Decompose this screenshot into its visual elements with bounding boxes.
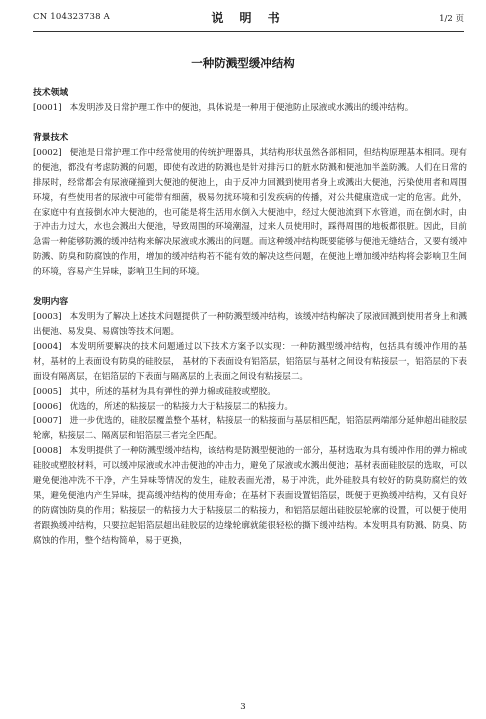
paragraph: [33, 385, 467, 400]
paragraph-text: 便池是日常护理工作中经常使用的传统护理器具，其结构形状虽然各部相同，但结构原理基本相同。现有的便池，都没有考虑防溅的问题，即使有改进的防溅也是针对排污口的脏水防溅和便池加半盖防溅。人们在日常的排尿时，经常都会有尿液碰撞到大便池的便池上，由于反冲力回溅到使用者身上或溅出大便池，污染使用者和周围环境，有些使用者的尿液中可能带有细菌，极易勿扰环境和引发疾病的传播，对公共健康造成一定的危害。此外，在家庭中有直接倒水冲大便池的，也可能是将生活用水倒入大便池中，经过大便池流到下水管道，而在倒水时，由于冲击力过大，水也会溅出大便池，导致周围的环境潮湿，过来人员使用时，踩得周围的地板都很脏。因此，目前急需一种能够防溅的缓冲结构来解决尿液或水溅出的问题。而这种缓冲结构既要能够与便池无缝结合，又要有缓冲防溅、防臭和防腐蚀的作用，增加的缓冲结构若不能有效的解决这些问题，在便池上增加缓冲结构将会影响卫生间的环境，容易产生异味，影响卫生间的环境。: [33, 147, 467, 278]
paragraph-number: [0004]: [33, 341, 62, 352]
document-type: 说 明 书: [211, 11, 286, 25]
page-number: 3: [240, 702, 246, 712]
paragraph-text: 本发明为了解决上述技术问题提供了一种防溅型缓冲结构，该缓冲结构解决了尿液回溅到使用者身上和溅出便池、易发臭、易腐蚀等技术问题。: [33, 312, 467, 337]
header-divider: [33, 31, 464, 32]
paragraph-text: 本发明提供了一种防溅型缓冲结构，该结构是防溅型便池的一部分，基材选取为具有缓冲作用的弹力棉或硅胶或塑胶材料，可以缓冲尿液或水冲击便池的冲击力，避免了尿液或水溅出便池；基材表面硅胶层的选取，可以避免便池冲洗不干净，产生异味等情况的发生，硅胶表面光滑，易于冲洗，此外硅胶具有较好的防臭防腐烂的效果，避免便池内产生异味，提高缓冲结构的使用寿命；在基材下表面设置铝箔层，既便于更换缓冲结构，又有良好的防腐蚀防臭的作用；粘接层一的粘接力大于粘接层二的粘接力，和铝箔层超出硅胶层轮廓的设置，可以便于使用者跟换缓冲结构，只要拉起铝箔层超出硅胶层的边缘轮廓就能很轻松的撕下缓冲结构。本发明具有防溅、防臭、防腐蚀的作用，整个结构简单，易于更换，: [33, 446, 467, 546]
document-number: CN 104323738 A: [33, 12, 110, 22]
paragraph-number: [0006]: [33, 401, 62, 412]
paragraph: [33, 146, 467, 280]
paragraph-number: [0003]: [33, 312, 62, 323]
document-title: 一种防溅型缓冲结构: [191, 56, 295, 70]
paragraph-number: [0002]: [33, 147, 62, 158]
paragraph: [33, 414, 467, 444]
paragraph-number: [0005]: [33, 386, 62, 397]
paragraph-text: 本发明涉及日常护理工作中的便池，具体说是一种用于便池防止尿液或水溅出的缓冲结构。: [69, 103, 414, 113]
paragraph: [33, 340, 467, 385]
page-indicator: 1/2 页: [439, 14, 464, 24]
paragraph-text: 其中，所述的基材为具有弹性的弹力棉或硅胶或塑胶。: [69, 386, 276, 397]
paragraph: [33, 310, 467, 340]
paragraph: [33, 444, 467, 548]
paragraph-number: [0001]: [33, 103, 62, 113]
section-heading-background: 背景技术: [33, 132, 69, 143]
page-header: [33, 9, 464, 29]
section-heading-summary: 发明内容: [33, 297, 69, 308]
paragraph-text: 进一步优选的，硅胶层覆盖整个基材，粘接层一的粘接面与基层相匹配，铝箔层两端部分延伸超出硅胶层轮廓，粘接层二、隔离层和铝箔层三者完全匹配。: [33, 416, 467, 442]
paragraph: [33, 400, 467, 415]
document-body: [33, 86, 467, 549]
paragraph-number: [0007]: [33, 416, 62, 427]
paragraph-text: 优选的，所述的粘接层一的粘接力大于粘接层二的粘接力。: [69, 401, 294, 412]
paragraph-number: [0008]: [33, 446, 62, 457]
paragraph-text: 本发明所要解决的技术问题通过以下技术方案予以实现：一种防溅型缓冲结构，包括具有缓冲作用的基材，基材的上表面设有防臭的硅胶层， 基材的下表面设有铝箔层，铝箔层与基材之间设有粘接层一，铝箔层的下表面设有隔离层，在铝箔层的下表面与隔离层的上表面之间设有粘接层二。: [33, 341, 467, 382]
paragraph: [33, 101, 467, 116]
section-heading-field: 技术领域: [33, 88, 69, 98]
